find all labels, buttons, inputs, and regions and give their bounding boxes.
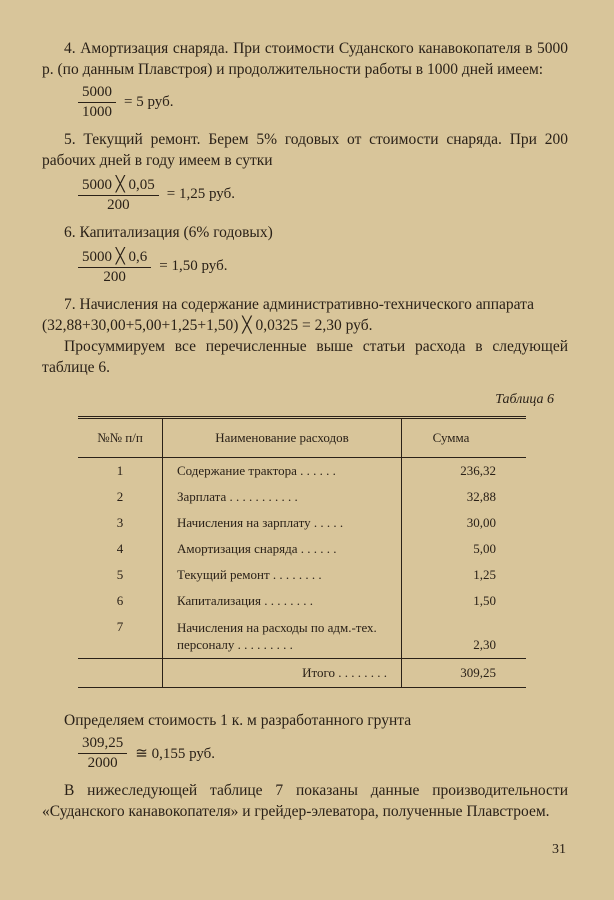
- paragraph-cost: Определяем стоимость 1 к. м разработанного грунта: [64, 712, 412, 729]
- numerator: 5000: [78, 84, 116, 103]
- result: = 1,25 руб.: [166, 186, 235, 202]
- header-name: Наименование расходов: [163, 418, 402, 458]
- paragraph-amortization: 4. Амортизация снаряда. При стоимости Суданского канавокопателя в 5000 р. (по данным Плавстроя) и продолжительности работы в 1000 дней имеем:: [42, 40, 568, 78]
- total-empty: [78, 659, 163, 688]
- row-sum: 1,50: [473, 593, 496, 608]
- table-row: [78, 510, 526, 536]
- row-number: 2: [116, 489, 124, 504]
- table-row: [78, 562, 526, 588]
- result: ≅ 0,155 руб.: [135, 746, 216, 762]
- paragraph-repair: 5. Текущий ремонт. Берем 5% годовых от стоимости снаряда. При 200 рабочих дней в году имеем в сутки: [42, 131, 568, 169]
- row-number: 4: [116, 541, 124, 556]
- denominator: 2000: [87, 755, 118, 771]
- numerator: 5000 ╳ 0,6: [78, 247, 151, 268]
- table-row: [78, 484, 526, 510]
- formula-amortization: [78, 84, 568, 121]
- table-header-row: [78, 418, 526, 458]
- row-name: Капитализация . . . . . . . .: [163, 588, 402, 614]
- denominator: 1000: [82, 104, 112, 120]
- numerator: 5000 ╳ 0,05: [78, 175, 159, 196]
- table-total-row: [78, 659, 526, 688]
- row-sum: 1,25: [473, 567, 496, 582]
- row-sum: 236,32: [460, 463, 496, 478]
- formula-repair: [78, 175, 568, 214]
- fraction: [78, 735, 127, 772]
- formula-capitalization: [78, 247, 568, 286]
- page-number: 31: [552, 842, 566, 857]
- denominator: 200: [103, 269, 126, 285]
- fraction: [78, 247, 151, 286]
- row-sum: 32,88: [466, 489, 496, 504]
- paragraph-summary: Просуммируем все перечисленные выше статьи расхода в следующей таблице 6.: [42, 338, 568, 376]
- table-row: [78, 458, 526, 485]
- fraction: [78, 84, 116, 121]
- fraction: [78, 175, 159, 214]
- table-row: [78, 588, 526, 614]
- row-name: Содержание трактора . . . . . .: [163, 458, 402, 485]
- row-number: 6: [116, 593, 124, 608]
- header-sum: Сумма: [402, 418, 527, 458]
- row-name: Начисления на расходы по адм.-тех. персоналу . . . . . . . . .: [163, 614, 402, 659]
- table-caption: Таблица 6: [495, 392, 554, 407]
- formula-cost: [78, 735, 568, 772]
- header-number: №№ п/п: [78, 418, 163, 458]
- paragraph-capitalization: 6. Капитализация (6% годовых): [64, 224, 273, 241]
- row-sum: 2,30: [473, 637, 496, 652]
- row-sum: 5,00: [473, 541, 496, 556]
- expenses-table: [78, 416, 526, 688]
- total-label: Итого . . . . . . . .: [163, 659, 402, 688]
- table-row: [78, 536, 526, 562]
- row-name: Амортизация снаряда . . . . . .: [163, 536, 402, 562]
- numerator: 309,25: [78, 735, 127, 754]
- result: = 5 руб.: [124, 94, 174, 110]
- formula-admin: (32,88+30,00+5,00+1,25+1,50) ╳ 0,0325 = 2,30 руб.: [42, 317, 373, 334]
- result: = 1,50 руб.: [159, 258, 228, 274]
- row-number: 3: [116, 515, 124, 530]
- row-sum: 30,00: [466, 515, 496, 530]
- row-name: Текущий ремонт . . . . . . . .: [163, 562, 402, 588]
- denominator: 200: [107, 197, 130, 213]
- row-number: 5: [116, 567, 124, 582]
- paragraph-table7: В нижеследующей таблице 7 показаны данные производительности «Суданского канавокопателя» и грейдер-элеватора, полученные Плавстроем.: [42, 782, 568, 820]
- row-number: 7: [116, 619, 124, 634]
- row-number: 1: [116, 463, 124, 478]
- table-row: [78, 614, 526, 659]
- row-name: Зарплата . . . . . . . . . . .: [163, 484, 402, 510]
- total-sum: 309,25: [402, 659, 527, 688]
- row-name: Начисления на зарплату . . . . .: [163, 510, 402, 536]
- paragraph-admin: 7. Начисления на содержание административно-технического аппарата: [64, 296, 534, 313]
